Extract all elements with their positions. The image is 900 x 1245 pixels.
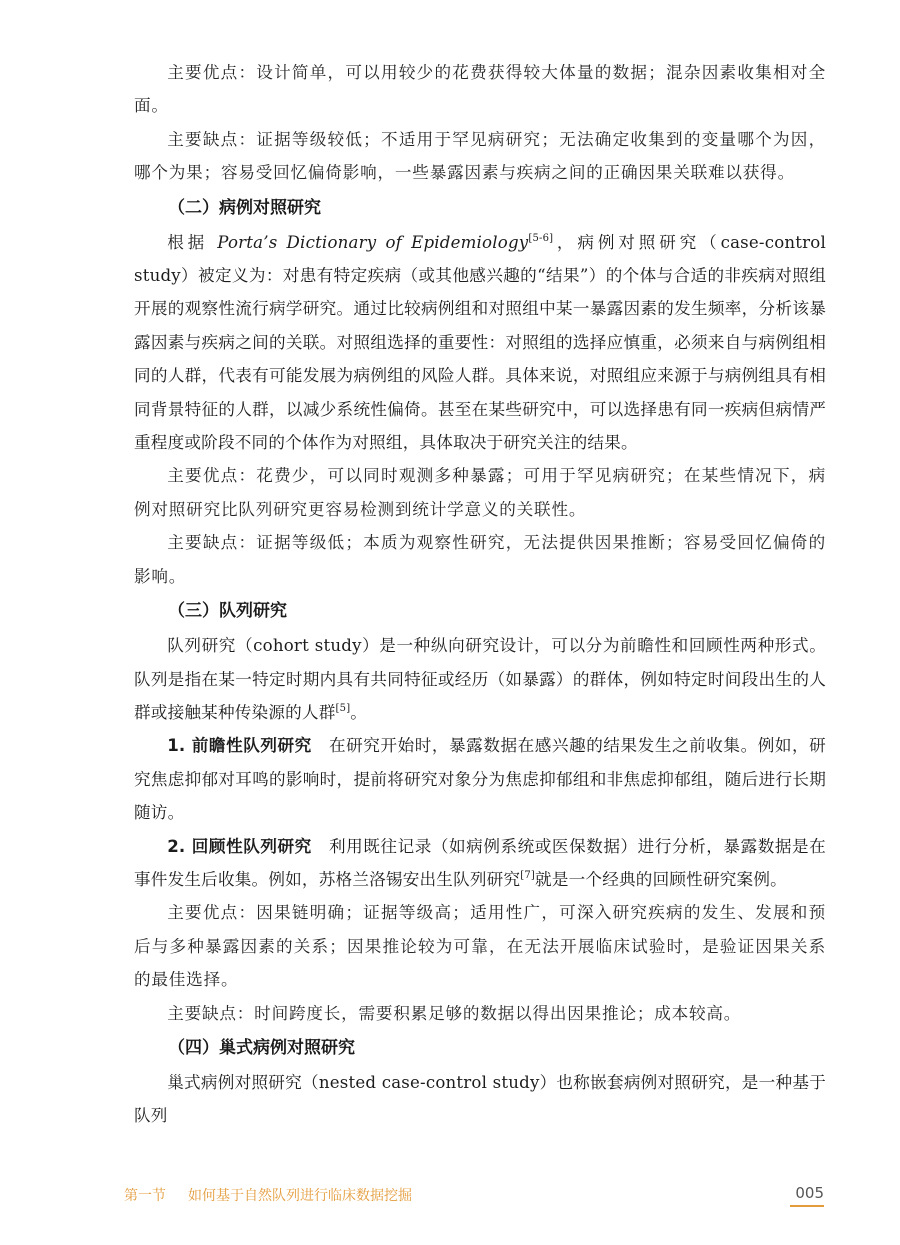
page-body bbox=[134, 56, 826, 1133]
paragraph-case-control-disadvantages: 主要缺点：证据等级低；本质为观察性研究，无法提供因果推断；容易受回忆偏倚的影响。 bbox=[134, 533, 826, 586]
page-number: 005 bbox=[795, 1184, 824, 1202]
label: 主要缺点 bbox=[167, 1003, 237, 1023]
paragraph-case-control-advantages: 主要优点：花费少，可以同时观测多种暴露；可用于罕见病研究；在某些情况下，病例对照研究比队列研究更容易检测到统计学意义的关联性。 bbox=[134, 466, 826, 519]
subheading-prospective: 1. 前瞻性队列研究 bbox=[167, 736, 312, 756]
paragraph-advantages-1: 主要优点：设计简单，可以用较少的花费获得较大体量的数据；混杂因素收集相对全面。 bbox=[134, 63, 826, 116]
text: 时间跨度长，需要积累足够的数据以得出因果推论；成本较高。 bbox=[254, 1003, 742, 1023]
page-footer bbox=[124, 1185, 824, 1205]
text: 花费少，可以同时观测多种暴露；可用于罕见病研究；在某些情况下，病例对照研究比队列研究更容易检测到统计学意义的关联性。 bbox=[134, 466, 826, 519]
citation: [7] bbox=[520, 869, 536, 881]
citation: [5] bbox=[335, 702, 351, 714]
heading-nested-case-control: （四）巢式病例对照研究 bbox=[168, 1037, 355, 1058]
text: 设计简单，可以用较少的花费获得较大体量的数据；混杂因素收集相对全面。 bbox=[134, 63, 826, 116]
citation: [5-6] bbox=[528, 232, 554, 244]
page-number-underline bbox=[790, 1205, 824, 1207]
text: 因果链明确；证据等级高；适用性广，可深入研究疾病的发生、发展和预后与多种暴露因素的关系；因果推论较为可靠，在无法开展临床试验时，是验证因果关系的最佳选择。 bbox=[134, 903, 826, 990]
text: 证据等级较低；不适用于罕见病研究；无法确定收集到的变量哪个为因，哪个为果；容易受回忆偏倚影响，一些暴露因素与疾病之间的正确因果关联难以获得。 bbox=[134, 129, 826, 183]
subheading-retrospective: 2. 回顾性队列研究 bbox=[167, 836, 312, 856]
heading-case-control: （二）病例对照研究 bbox=[168, 197, 321, 218]
label: 主要缺点 bbox=[167, 129, 239, 149]
paragraph-retrospective-cohort: 2. 回顾性队列研究 利用既往记录（如病例系统或医保数据）进行分析，暴露数据是在事件发生后收集。例如，苏格兰洛锡安出生队列研究[7]就是一个经典的回顾性研究案例。 bbox=[134, 836, 826, 889]
paragraph-prospective-cohort: 1. 前瞻性队列研究 在研究开始时，暴露数据在感兴趣的结果发生之前收集。例如，研究焦虑抑郁对耳鸣的影响时，提前将研究对象分为焦虑抑郁组和非焦虑抑郁组，随后进行长期随访。 bbox=[134, 736, 826, 823]
label: 主要优点 bbox=[167, 63, 239, 82]
label: 主要优点 bbox=[167, 903, 239, 923]
paragraph-case-control-definition: 根据 Porta’s Dictionary of Epidemiology[5-6]，病例对照研究（case-control study）被定义为：对患有特定疾病（或其他感兴趣的“结果”）的个体与合适的非疾病对照组开展的观察性流行病学研究。通过比较病例组和对照组中某一暴露因素的发生频率，分析该暴露因素与疾病之间的关联。对照组选择的重要性：对照组的选择应慎重，必须来自与病例组相同的人群，代表有可能发展为病例组的风险人群。具体来说，对照组应来源于与病例组具有相同背景特征的人群，以减少系统性偏倚。甚至在某些研究中，可以选择患有同一疾病但病情严重程度或阶段不同的个体作为对照组，具体取决于研究关注的结果。 bbox=[134, 232, 826, 453]
heading-cohort: （三）队列研究 bbox=[168, 601, 287, 622]
label: 主要缺点 bbox=[167, 533, 239, 553]
book-title: Porta’s Dictionary of Epidemiology bbox=[217, 232, 529, 252]
paragraph-cohort-definition: 队列研究（cohort study）是一种纵向研究设计，可以分为前瞻性和回顾性两种形式。队列是指在某一特定时期内具有共同特征或经历（如暴露）的群体，例如特定时间段出生的人群或接触某种传染源的人群[5]。 bbox=[134, 636, 826, 722]
paragraph-nested-definition: 巢式病例对照研究（nested case-control study）也称嵌套病例对照研究，是一种基于队列 bbox=[134, 1072, 826, 1126]
footer-section: 第一节 bbox=[124, 1188, 166, 1204]
paragraph-cohort-disadvantages: 主要缺点：时间跨度长，需要积累足够的数据以得出因果推论；成本较高。 bbox=[167, 1003, 742, 1023]
text: 证据等级低；本质为观察性研究，无法提供因果推断；容易受回忆偏倚的影响。 bbox=[134, 533, 826, 586]
footer-title: 如何基于自然队列进行临床数据挖掘 bbox=[188, 1188, 412, 1204]
label: 主要优点 bbox=[167, 466, 239, 486]
paragraph-cohort-advantages: 主要优点：因果链明确；证据等级高；适用性广，可深入研究疾病的发生、发展和预后与多种暴露因素的关系；因果推论较为可靠，在无法开展临床试验时，是验证因果关系的最佳选择。 bbox=[134, 903, 826, 990]
paragraph-disadvantages-1: 主要缺点：证据等级较低；不适用于罕见病研究；无法确定收集到的变量哪个为因，哪个为果；容易受回忆偏倚影响，一些暴露因素与疾病之间的正确因果关联难以获得。 bbox=[134, 129, 826, 183]
